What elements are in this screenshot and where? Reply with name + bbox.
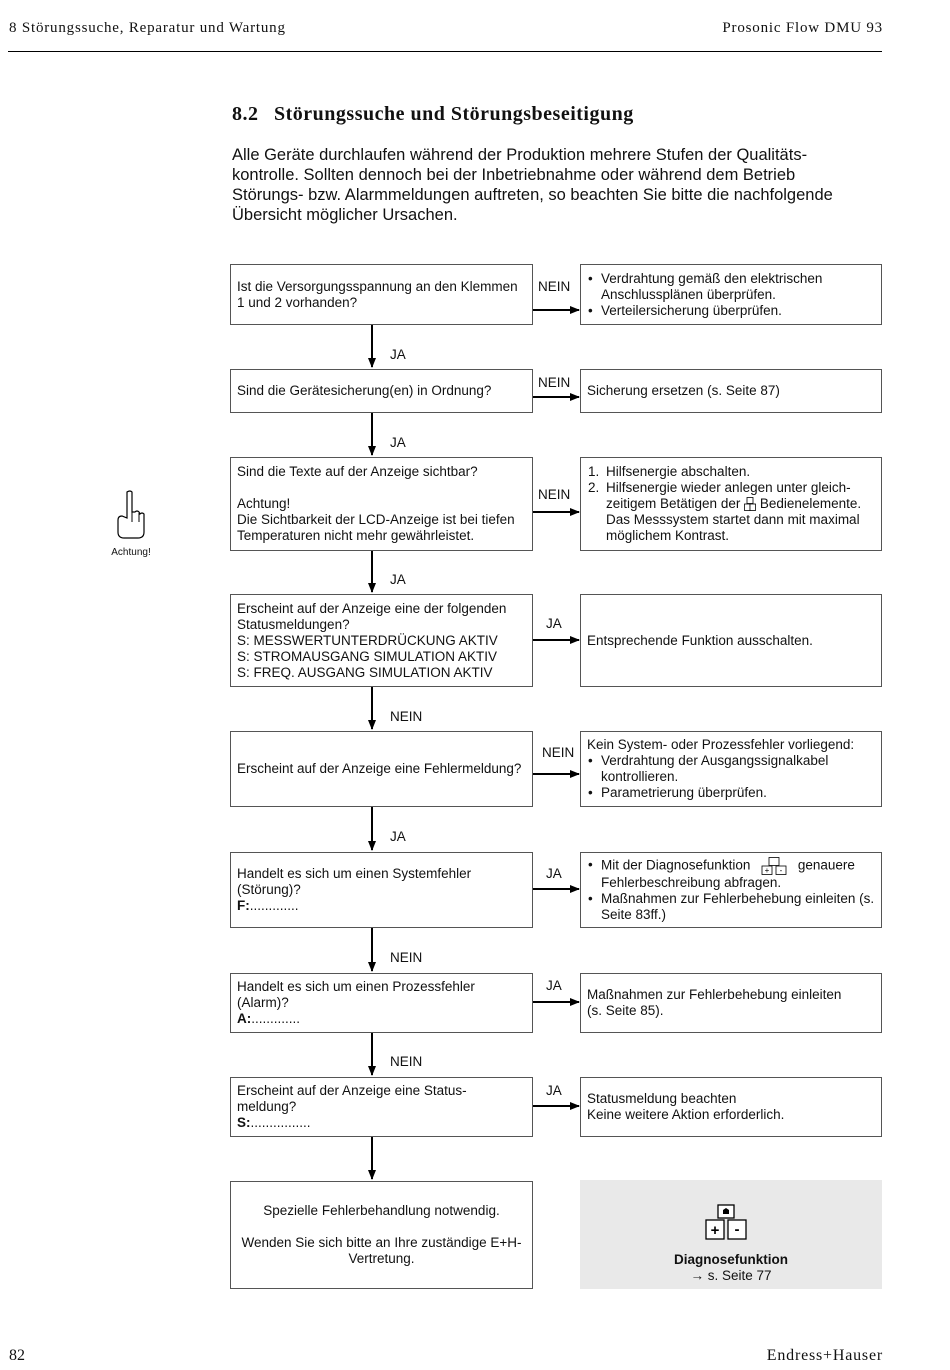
question-line: Erscheint auf der Anzeige eine der folgenden (237, 600, 507, 616)
error-code-dots: ............. (249, 898, 299, 913)
brand-footer: Endress+Hauser (766, 1347, 883, 1364)
chapter-header: 8 Störungssuche, Reparatur und Wartung (9, 20, 286, 36)
question-line: (Alarm)? (237, 995, 289, 1010)
answer-box-diagnose (580, 852, 882, 928)
answer-line: Statusmeldung beachten (587, 1091, 737, 1106)
bullet-item: • Verteilersicherung überprüfen. (587, 303, 875, 319)
bullet-item: • Maßnahmen zur Fehlerbehebung einleiten (s. Seite 83ff.) (587, 891, 875, 923)
question-line: Handelt es sich um einen Systemfehler (237, 866, 472, 881)
question-box-display-text (230, 457, 533, 551)
branch-label-nein: NEIN (538, 487, 571, 502)
final-box-contact-service (230, 1181, 533, 1289)
branch-label-nein: NEIN (390, 709, 423, 724)
question-line: Statusmeldungen? (237, 616, 350, 632)
diagnose-keys-icon (760, 857, 788, 875)
bullet-item (587, 857, 875, 891)
branch-label-ja: JA (390, 435, 406, 450)
question-line: Die Sichtbarkeit der LCD-Anzeige ist bei tiefen (237, 512, 515, 527)
question-line: Erscheint auf der Anzeige eine Fehlermeldung? (237, 761, 522, 776)
branch-label-ja: JA (546, 978, 562, 993)
question-box-system-error (230, 852, 533, 928)
answer-box-process-measures (580, 973, 882, 1033)
answer-box-disable-function (580, 594, 882, 687)
final-line: Wenden Sie sich bitte an Ihre zuständige E+H-Vertretung. (241, 1235, 522, 1266)
question-box-process-error (230, 973, 533, 1033)
item-text: Hilfsenergie wieder anlegen unter gleich-zeitigem Betätigen der (606, 480, 851, 511)
question-line: Sind die Gerätesicherung(en) in Ordnung? (237, 383, 492, 398)
branch-label-ja: JA (390, 829, 406, 844)
error-code-prefix: F: (237, 898, 250, 913)
svg-text:-: - (779, 866, 783, 875)
branch-label-nein: NEIN (542, 745, 575, 760)
answer-box-wiring (580, 264, 882, 325)
question-line: Erscheint auf der Anzeige eine Status- (237, 1083, 467, 1098)
answer-line: (s. Seite 85). (587, 1003, 664, 1018)
diagnose-info-box (580, 1180, 882, 1289)
bullet-list (587, 271, 875, 319)
intro-line: Alle Geräte durchlaufen während der Produktion mehrere Stufen der Qualitäts- (232, 146, 808, 164)
item-text: Bedienelemente. Das Messsystem startet dann mit maximal möglichem Kontrast. (606, 496, 862, 543)
answer-line: Entsprechende Funktion ausschalten. (587, 632, 813, 648)
intro-line: Übersicht möglicher Ursachen. (232, 206, 458, 224)
error-code-prefix: A: (237, 1011, 252, 1026)
question-line (237, 480, 526, 496)
answer-heading: Kein System- oder Prozessfehler vorliegend: (587, 737, 855, 752)
question-line: Sind die Texte auf der Anzeige sichtbar? (237, 464, 478, 479)
product-header: Prosonic Flow DMU 93 (722, 20, 883, 36)
branch-label-nein: NEIN (538, 375, 571, 390)
item-number: 1. (588, 464, 600, 479)
bullet-item: • Parametrierung überprüfen. (587, 785, 875, 801)
branch-label-ja: JA (546, 616, 562, 631)
error-code-line (237, 1115, 526, 1131)
question-line: Temperaturen nicht mehr gewährleistet. (237, 528, 475, 543)
question-line: S: MESSWERTUNTERDRÜCKUNG AKTIV (237, 632, 498, 648)
final-line: Spezielle Fehlerbehandlung notwendig. (263, 1203, 500, 1218)
question-line: 1 und 2 vorhanden? (237, 294, 358, 310)
question-line: Handelt es sich um einen Prozessfehler (237, 979, 475, 994)
question-line: S: STROMAUSGANG SIMULATION AKTIV (237, 648, 498, 664)
bullet-list (587, 857, 875, 923)
branch-label-ja: JA (546, 1083, 562, 1098)
question-line: S: FREQ. AUSGANG SIMULATION AKTIV (237, 664, 493, 680)
error-code-prefix: S: (237, 1115, 251, 1130)
section-title-text: Störungssuche und Störungsbeseitigung (274, 103, 634, 125)
answer-line: Sicherung ersetzen (s. Seite 87) (587, 383, 780, 398)
answer-box-contrast-reset (580, 457, 882, 551)
question-box-fuses (230, 369, 533, 413)
answer-box-status-note (580, 1077, 882, 1137)
bullet-text: Mit der Diagnosefunktion (601, 857, 751, 873)
diagnose-keys-icon (703, 1204, 749, 1242)
branch-label-ja: JA (390, 347, 406, 362)
branch-label-ja: JA (390, 572, 406, 587)
question-box-error-message (230, 731, 533, 807)
answer-line: Maßnahmen zur Fehlerbehebung einleiten (587, 987, 842, 1002)
intro-line: Störungs- bzw. Alarmmeldungen auftreten, so beachten Sie bitte die nachfolgende (232, 186, 833, 204)
svg-text:+: + (764, 866, 770, 875)
bullet-text: genauere Fehlerbeschreibung abfragen. (601, 857, 855, 890)
numbered-item (587, 480, 875, 544)
item-text: Hilfsenergie abschalten. (606, 464, 751, 479)
bullet-item: • Verdrahtung der Ausgangssignalkabel kontrollieren. (587, 753, 875, 785)
answer-line: Keine weitere Aktion erforderlich. (587, 1107, 785, 1122)
section-number: 8.2 (232, 103, 259, 125)
bullet-list (587, 753, 875, 801)
error-code-dots: ............. (251, 1011, 301, 1026)
bullet-item: • Verdrahtung gemäß den elektrischen Anschlussplänen überprüfen. (587, 271, 875, 303)
question-line: Ist die Versorgungsspannung an den Klemmen (237, 278, 518, 294)
question-box-supply-voltage (230, 264, 533, 325)
item-number: 2. (588, 480, 600, 495)
question-line: meldung? (237, 1099, 297, 1114)
diagnose-title: Diagnosefunktion (674, 1252, 788, 1267)
diagnose-page-ref: → s. Seite 77 (690, 1268, 772, 1283)
pointing-hand-icon (114, 490, 148, 540)
branch-label-nein: NEIN (538, 279, 571, 294)
question-box-status-message (230, 1077, 533, 1137)
numbered-list (587, 464, 875, 544)
error-code-line (237, 898, 526, 914)
svg-text:+: + (710, 1222, 720, 1239)
question-line: (Störung)? (237, 882, 301, 897)
error-code-dots: ................ (250, 1115, 311, 1130)
branch-label-ja: JA (546, 866, 562, 881)
branch-label-nein: NEIN (390, 1054, 423, 1069)
numbered-item (587, 464, 875, 480)
svg-text:-: - (734, 1221, 740, 1238)
question-box-status-messages (230, 594, 533, 687)
achtung-caption: Achtung! (111, 547, 151, 558)
answer-box-no-error (580, 731, 882, 807)
question-line: Achtung! (237, 496, 291, 511)
intro-line: kontrolle. Sollten dennoch bei der Inbetriebnahme oder während dem Betrieb (232, 166, 796, 184)
page-number: 82 (9, 1347, 25, 1364)
branch-label-nein: NEIN (390, 950, 423, 965)
error-code-line (237, 1011, 526, 1027)
achtung-warning (105, 490, 157, 558)
operating-keys-icon (744, 497, 756, 511)
answer-box-replace-fuse (580, 369, 882, 413)
